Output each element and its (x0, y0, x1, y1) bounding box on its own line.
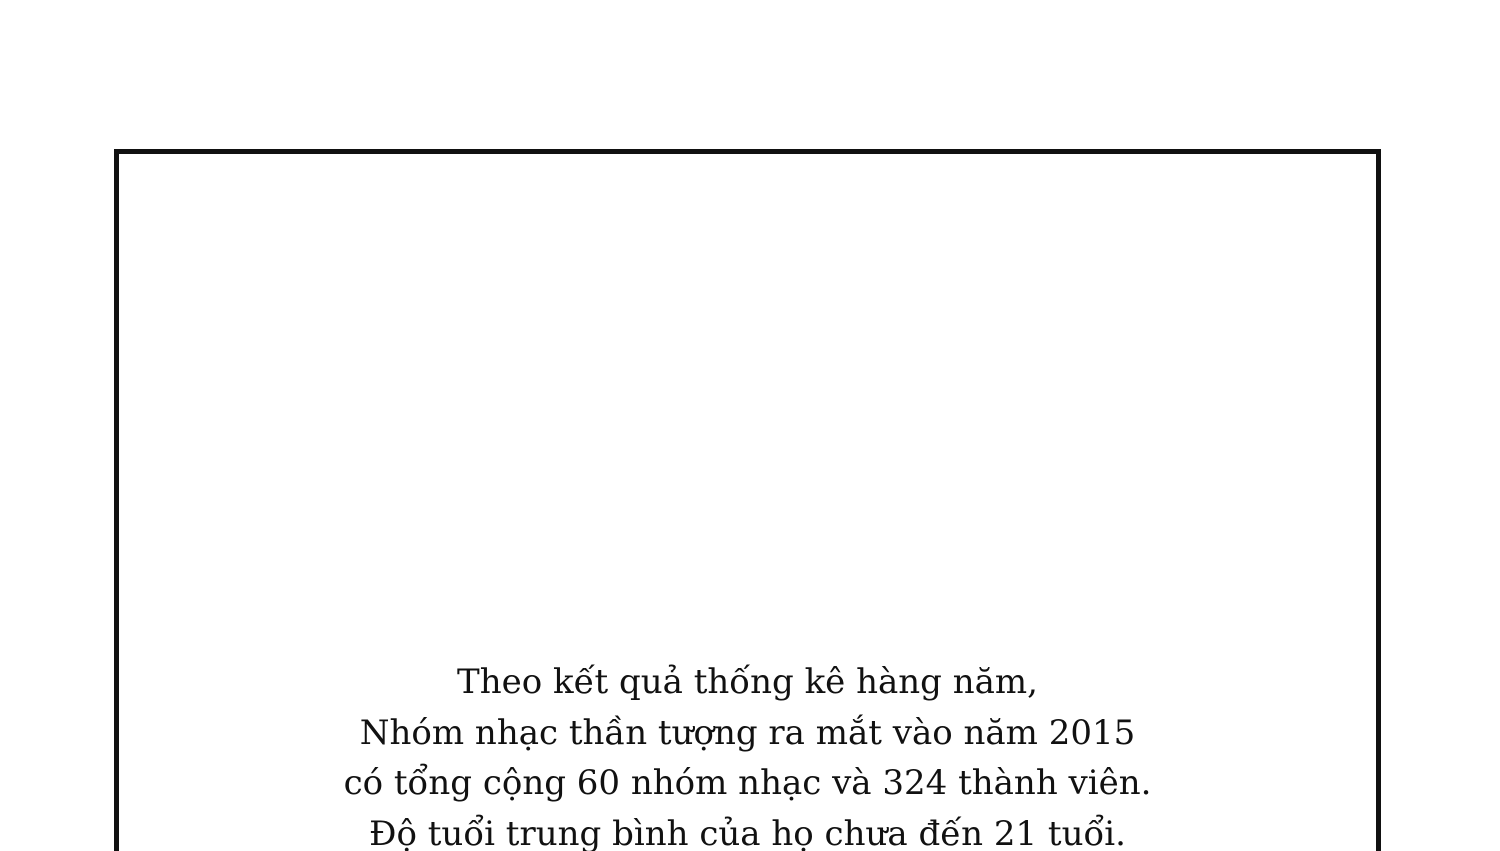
caption-line-4: Độ tuổi trung bình của họ chưa đến 21 tuổi. (369, 813, 1126, 851)
caption-line-2: Nhóm nhạc thần tượng ra mắt vào năm 2015 (359, 712, 1136, 753)
caption-line-3: có tổng cộng 60 nhóm nhạc và 324 thành viên. (343, 763, 1152, 803)
caption-line-1: Theo kết quả thống kê hàng năm, (457, 662, 1038, 702)
panel-caption (114, 657, 1381, 851)
